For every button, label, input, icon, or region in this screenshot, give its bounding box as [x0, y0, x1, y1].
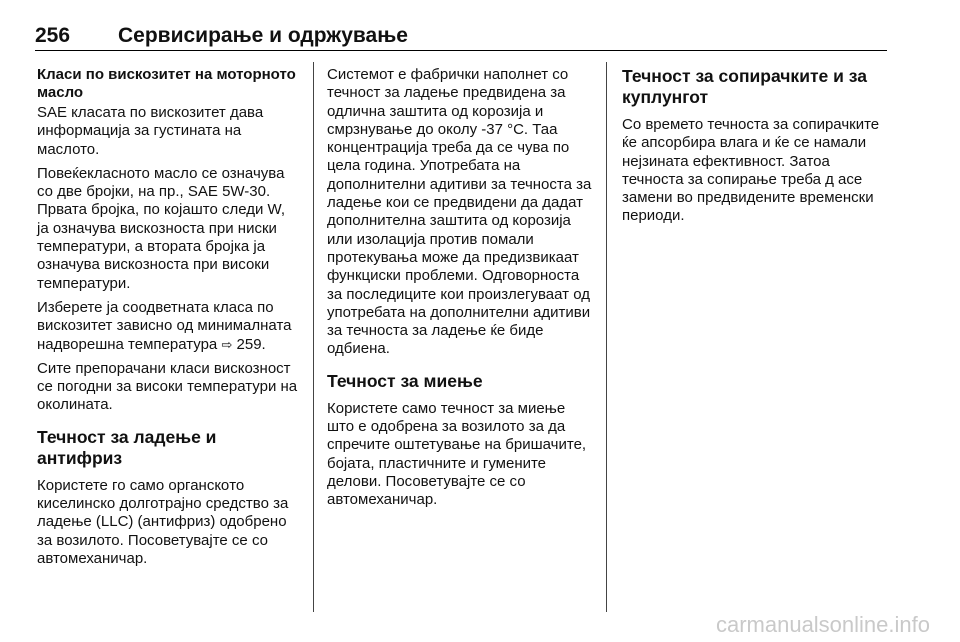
- paragraph: Користете само течност за миење што е одобрена за возилото за да спречите оштетување на бришачите, бојата, пластичните и гумените делови. Посоветувајте се со автомеханичар.: [327, 399, 587, 509]
- section-heading-viscosity: Класи по вискозитет на моторното масло: [37, 66, 296, 101]
- paragraph: SAE класата по вискозитет дава информација за густината на маслото.: [37, 104, 264, 158]
- paragraph: Користете го само органскoто киселинско долготрајно средство за ладење (LLC) (антифриз) одобрено за возилото. Посоветувајте се со автомеханичар.: [37, 476, 289, 567]
- page-number: 256: [35, 24, 71, 47]
- page-reference-link[interactable]: 259.: [236, 335, 266, 353]
- column-divider-2: [606, 62, 607, 612]
- reference-arrow-icon: ⇨: [221, 336, 233, 352]
- chapter-title: Сервисирање и одржување: [118, 24, 408, 47]
- watermark: carmanualsonline.info: [715, 612, 930, 637]
- column-1: [37, 66, 299, 574]
- paragraph: Системот е фабрички наполнет со течност за ладење предвидена за одлична заштита од корозија и смрзнување до околу -37 °C. Таа концентрација треба да се чува по цела година. Употребата на дополнителни адитиви за течноста за ладење кои се предвидени да дадат дополнителна заштита од корозија или изолација против помали протекувања може да предизвикаат функциски проблеми. Одговорноста за последиците кои произлегуваат од употребата на дополнителни адитиви за течноста за ладење ќе биде одбиена.: [327, 66, 592, 358]
- column-divider-1: [313, 62, 314, 612]
- paragraph-with-reference: [37, 299, 299, 354]
- paragraph: Сите препорачани класи вискозност се погодни за високи температури на околината.: [37, 359, 298, 414]
- column-2: [327, 66, 595, 516]
- paragraph-text: Изберете ја соодветната класа по вискозитет зависно од минималната надворешна температура: [37, 298, 292, 353]
- section-heading-coolant: Течност за ладење и антифриз: [37, 426, 217, 468]
- section-heading-washer-fluid: Течност за миење: [327, 370, 483, 391]
- paragraph: Повеќекласното масло се означува со две бројки, на пр., SAE 5W-30. Првата бројка, по којашто следи W, ја означува вискозноста при ниски температури, а втората бројка ја означува вискозноста при високи температури.: [37, 164, 286, 292]
- column-3: [622, 66, 890, 232]
- page-header: [35, 24, 887, 51]
- section-heading-brake-fluid: Течност за сопирачките и за куплунгот: [622, 66, 867, 107]
- paragraph: Со времето течноста за сопирачките ќе апсорбира влага и ќе се намали нејзината ефективност. Затоа течноста за сопирање треба д асе замени во предвидените временски периоди.: [622, 116, 880, 225]
